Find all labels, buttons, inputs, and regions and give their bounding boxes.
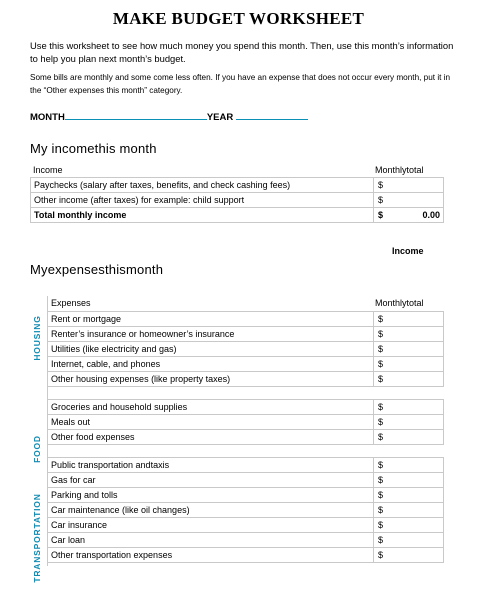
housing-label: HOUSING (32, 315, 42, 361)
table-row (48, 518, 444, 533)
expense-label: Other housing expenses (like property taxes) (48, 372, 374, 387)
expense-amount[interactable]: $ (374, 488, 444, 503)
total-currency: $ (378, 210, 384, 220)
expense-amount[interactable]: $ (374, 312, 444, 327)
income-row-label: Other income (after taxes) for example: child support (31, 193, 374, 208)
table-row (48, 357, 444, 372)
month-label: MONTH (30, 112, 65, 123)
year-field[interactable] (236, 110, 308, 120)
expense-amount[interactable]: $ (374, 327, 444, 342)
expense-amount[interactable]: $ (374, 548, 444, 563)
table-row (48, 430, 444, 445)
table-row (48, 415, 444, 430)
table-row (31, 193, 444, 208)
expense-label: Car maintenance (like oil changes) (48, 503, 374, 518)
table-row (48, 312, 444, 327)
table-row (48, 488, 444, 503)
expense-label: Parking and tolls (48, 488, 374, 503)
total-value: 0.00 (422, 210, 440, 220)
expense-label: Renter’s insurance or homeowner’s insurance (48, 327, 374, 342)
expenses-heading: Myexpensesthismonth (30, 262, 164, 277)
expense-amount[interactable]: $ (374, 342, 444, 357)
expense-amount[interactable]: $ (374, 458, 444, 473)
income-row-amount[interactable]: $ (374, 193, 444, 208)
expense-label: Utilities (like electricity and gas) (48, 342, 374, 357)
food-label: FOOD (32, 435, 42, 463)
expense-amount[interactable]: $ (374, 503, 444, 518)
page-title: MAKE BUDGET WORKSHEET (112, 9, 365, 28)
table-row (48, 372, 444, 387)
expense-amount[interactable]: $ (374, 430, 444, 445)
expenses-col-total: Monthlytotal (375, 298, 424, 308)
table-row (48, 400, 444, 415)
expense-label: Other transportation expenses (48, 548, 374, 563)
income-heading: My incomethis month (30, 141, 157, 156)
table-row (48, 458, 444, 473)
expense-amount[interactable]: $ (374, 357, 444, 372)
note-text: Some bills are monthly and some come less often. If you have an expense that does not occur every month, put it in the “Other expenses this month” category. (30, 73, 451, 95)
expense-amount[interactable]: $ (374, 400, 444, 415)
expense-label: Gas for car (48, 473, 374, 488)
expense-label: Car insurance (48, 518, 374, 533)
income-col-label: Income (33, 165, 63, 175)
expense-amount[interactable]: $ (374, 372, 444, 387)
income-row-label: Paychecks (salary after taxes, benefits, and check cashing fees) (31, 178, 374, 193)
income-total-row (31, 208, 444, 223)
table-row (48, 342, 444, 357)
table-row (48, 473, 444, 488)
expense-amount[interactable]: $ (374, 518, 444, 533)
expense-label: Internet, cable, and phones (48, 357, 374, 372)
month-field[interactable] (65, 110, 207, 120)
housing-table (47, 311, 444, 387)
transportation-table (47, 457, 444, 563)
income-col-total: Monthlytotal (375, 165, 424, 175)
income-row-amount[interactable]: $ (374, 178, 444, 193)
table-row (48, 533, 444, 548)
food-table (47, 399, 444, 445)
transportation-label: TRANSPORTATION (32, 493, 42, 583)
income-below-label: Income (392, 246, 424, 256)
total-amount (374, 208, 444, 223)
table-row (48, 327, 444, 342)
income-table (30, 177, 444, 223)
expenses-col-label: Expenses (51, 298, 91, 308)
table-row (31, 178, 444, 193)
year-label: YEAR (206, 112, 234, 123)
expense-label: Public transportation andtaxis (48, 458, 374, 473)
table-row (48, 503, 444, 518)
expense-label: Groceries and household supplies (48, 400, 374, 415)
intro-text: Use this worksheet to see how much money you spend this month. Then, use this month’s information to help you plan next month’s budget. (30, 40, 454, 64)
expense-label: Meals out (48, 415, 374, 430)
expense-amount[interactable]: $ (374, 415, 444, 430)
expense-amount[interactable]: $ (374, 533, 444, 548)
expense-label: Other food expenses (48, 430, 374, 445)
expense-amount[interactable]: $ (374, 473, 444, 488)
expense-label: Car loan (48, 533, 374, 548)
month-year-row (30, 110, 330, 124)
expense-label: Rent or mortgage (48, 312, 374, 327)
total-label: Total monthly income (31, 208, 374, 223)
table-row (48, 548, 444, 563)
